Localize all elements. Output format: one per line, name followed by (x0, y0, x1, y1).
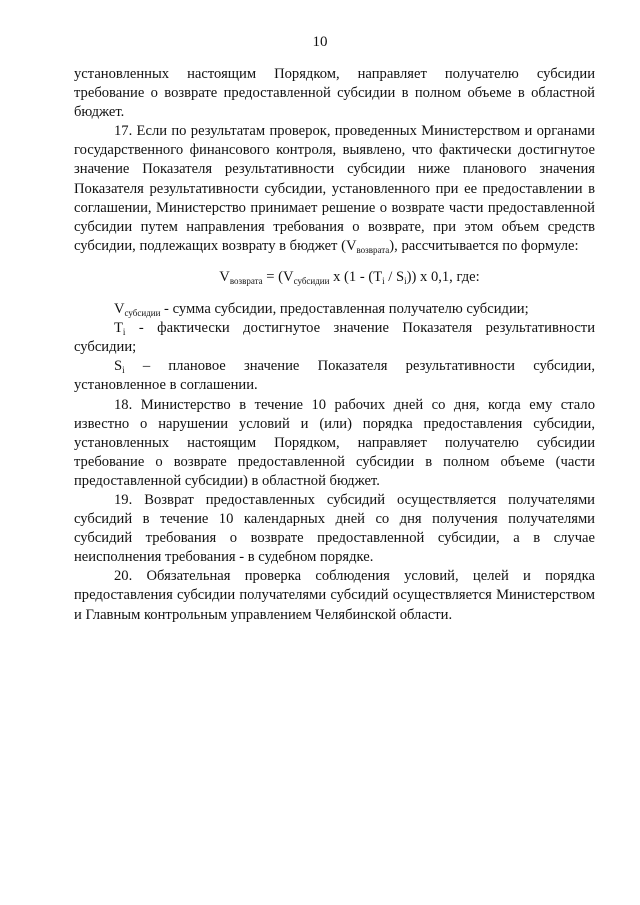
formula-mid: x (1 - (T (329, 268, 383, 285)
def-text: – плановое значение Показателя результативности субсидии, установленное в соглашении. (74, 358, 595, 394)
def-text: - сумма субсидии, предоставленная получателю субсидии; (160, 301, 529, 318)
formula (74, 268, 595, 287)
def-symbol: T (114, 320, 123, 337)
def-subscript: i (122, 327, 126, 338)
paragraph-17-subscript: возврата (356, 244, 390, 255)
paragraph-18: 18. Министерство в течение 10 рабочих дней со дня, когда ему стало известно о нарушении условий и (или) порядка предоставления субсидии, установленных настоящим Порядком, направляет получателю субсидии требование о возврате предоставленной субсидии в полном объеме (части предоставленной субсидии) в областной бюджет. (74, 396, 595, 489)
paragraph-19: 19. Возврат предоставленных субсидий осуществляется получателями субсидий в течение 10 календарных дней со дня получения получателями субсидий требования о возврате предоставленной субсидии, а в случае неисполнения требования - в судебном порядке. (74, 491, 595, 566)
paragraph-17 (74, 122, 595, 256)
def-subscript: i (122, 365, 125, 376)
formula-v: V (219, 268, 230, 285)
document-body (74, 65, 595, 625)
formula-v-sub: возврата (229, 275, 263, 286)
formula-vs-sub: субсидии (293, 275, 330, 286)
formula-t-sub: i (382, 275, 385, 286)
formula-slash: / S (384, 268, 405, 285)
def-subscript: субсидии (124, 308, 161, 319)
def-text: - фактически достигнутое значение Показателя результативности субсидии; (74, 320, 595, 356)
page-number: 10 (312, 34, 328, 50)
definition-s (74, 357, 595, 395)
definition-v-subsidy (74, 300, 595, 319)
formula-s-sub: i (404, 275, 407, 286)
paragraph-17-tail: ), рассчитывается по формуле: (389, 237, 579, 254)
paragraph-20: 20. Обязательная проверка соблюдения условий, целей и порядка предоставления субсидии получателями субсидий осуществляется Министерством и Главным контрольным управлением Челябинской области. (74, 568, 595, 623)
formula-eq: = (V (262, 268, 294, 285)
paragraph-continued: установленных настоящим Порядком, направляет получателю субсидии требование о возврате предоставленной субсидии в полном объеме в областной бюджет. (74, 66, 595, 121)
def-symbol: S (114, 358, 123, 375)
def-symbol: V (114, 301, 125, 318)
formula-end: )) x 0,1, где: (406, 268, 480, 285)
paragraph-17-text: 17. Если по результатам проверок, проведенных Министерством и органами государственного финансового контроля, выявлено, что фактически достигнутое значение Показателя результативности субсидии ниже планового значения Показателя результативности субсидии, установленного при ее предоставлении в соглашении, Министерство принимает решение о возврате части предоставленной субсидии путем направления требования о возврате, при этом объем средств субсидии, подлежащих возврату в бюджет (V (74, 123, 595, 254)
definition-t (74, 319, 595, 357)
